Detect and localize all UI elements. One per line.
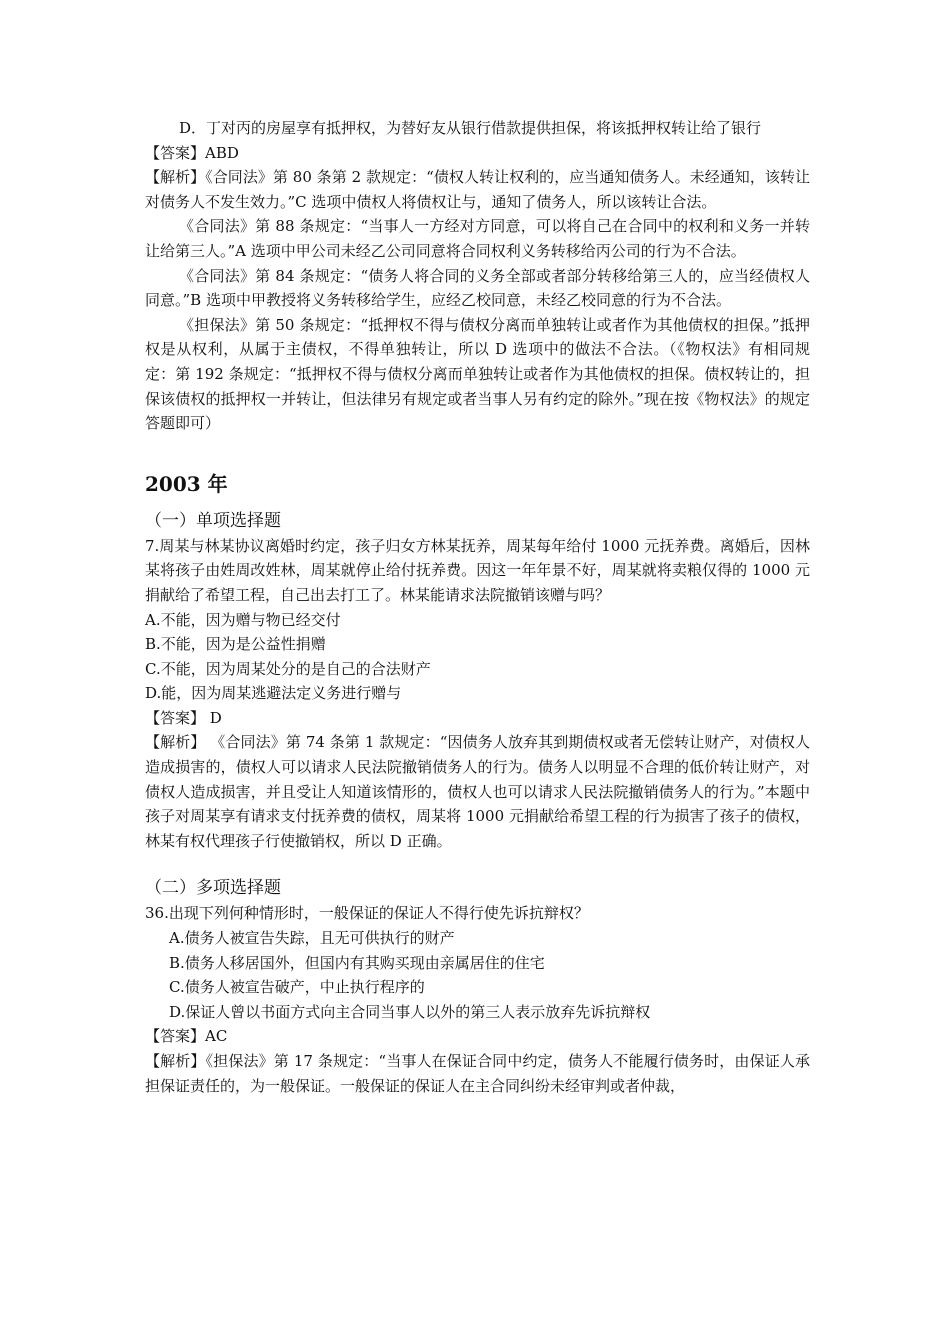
- multi-choice-heading: （二）多项选择题: [145, 878, 281, 899]
- q7-option-c: C.不能，因为周某处分的是自己的合法财产: [145, 659, 431, 678]
- single-choice-heading: （一）单项选择题: [145, 510, 281, 531]
- q36-option-c: C.债务人被宣告破产，中止执行程序的: [169, 978, 425, 997]
- q36-option-d: D.保证人曾以书面方式向主合同当事人以外的第三人表示放弃先诉抗辩权: [169, 1002, 651, 1021]
- q7-answer: 【答案】 D: [145, 708, 222, 727]
- analysis-prev-1: 【解析】《合同法》第 80 条第 2 款规定：“债权人转让权利的，应当通知债务人。未经通知，该转让对债务人不发生效力。”C 选项中债权人将债权让与，通知了债务人，所以该转让合法。: [145, 168, 810, 211]
- q36-analysis: 【解析】《担保法》第 17 条规定：“当事人在保证合同中约定，债务人不能履行债务时，由保证人承担保证责任的，为一般保证。一般保证的保证人在主合同纠纷未经审判或者仲裁，: [145, 1052, 810, 1095]
- q7-option-d: D.能，因为周某逃避法定义务进行赠与: [145, 684, 402, 703]
- question-7: 7.周某与林某协议离婚时约定，孩子归女方林某抚养，周某每年给付 1000 元抚养费。离婚后，因林某将孩子由姓周改姓林，周某就停止给付抚养费。因这一年年景不好，周某就将卖粮仅得的 1000 元捐献给了希望工程，自己出去打工了。林某能请求法院撤销该赠与吗？: [145, 536, 810, 604]
- option-d-prev: D．丁对丙的房屋享有抵押权，为替好友从银行借款提供担保，将该抵押权转让给了银行: [179, 119, 762, 137]
- q36-option-a: A.债务人被宣告失踪，且无可供执行的财产: [169, 929, 455, 948]
- analysis-prev-2: 《合同法》第 88 条规定：“当事人一方经对方同意，可以将自己在合同中的权利和义务一并转让给第三人。”A 选项中甲公司未经乙公司同意将合同权利义务转移给丙公司的行为不合法。: [145, 217, 810, 260]
- answer-prev: 【答案】ABD: [145, 143, 239, 162]
- year-heading: 2003 年: [145, 471, 228, 496]
- q7-option-a: A.不能，因为赠与物已经交付: [145, 610, 341, 629]
- document-body: [145, 116, 810, 1098]
- q7-analysis: 【解析】 《合同法》第 74 条第 1 款规定：“因债务人放弃其到期债权或者无偿转让财产，对债权人造成损害的，债权人可以请求人民法院撤销债务人的行为。债务人以明显不合理的低价转让财产，对债权人造成损害，并且受让人知道该情形的，债权人也可以请求人民法院撤销债务人的行为。”本题中孩子对周某享有请求支付抚养费的债权，周某将 1000 元捐献给希望工程的行为损害了孩子的债权，林某有权代理孩子行使撤销权，所以 D 正确。: [145, 733, 810, 850]
- q36-answer: 【答案】AC: [145, 1027, 228, 1046]
- q36-option-b: B.债务人移居国外，但国内有其购买现由亲属居住的住宅: [169, 953, 545, 972]
- question-36: 36.出现下列何种情形时，一般保证的保证人不得行使先诉抗辩权？: [145, 904, 589, 923]
- analysis-prev-3: 《合同法》第 84 条规定：“债务人将合同的义务全部或者部分转移给第三人的，应当经债权人同意。”B 选项中甲教授将义务转移给学生，应经乙校同意，未经乙校同意的行为不合法。: [145, 266, 810, 310]
- spacer: [145, 853, 810, 871]
- analysis-prev-4: 《担保法》第 50 条规定：“抵押权不得与债权分离而单独转让或者作为其他债权的担保。”抵押权是从权利，从属于主债权，不得单独转让，所以 D 选项中的做法不合法。（《物权法》有相同规定：第 192 条规定：“抵押权不得与债权分离而单独转让或者作为其他债权的担保。债权转让的，担保该债权的抵押权一并转让，但法律另有规定或者当事人另有约定的除外。”现在按《物权法》的规定答题即可）: [145, 315, 810, 433]
- q7-option-b: B.不能，因为是公益性捐赠: [145, 635, 326, 654]
